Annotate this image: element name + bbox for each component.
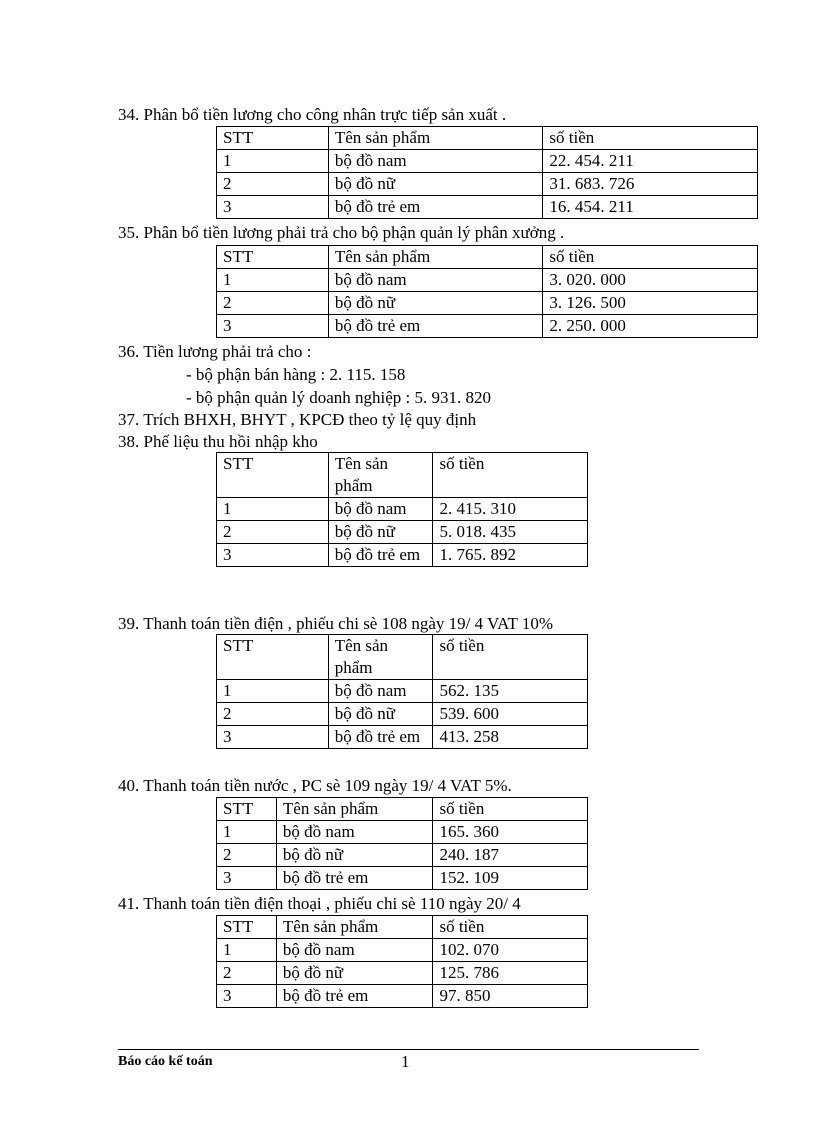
table-cell: 240. 187: [433, 844, 588, 867]
header-cell: số tiền: [433, 635, 588, 680]
table-cell: 97. 850: [433, 985, 588, 1008]
table-cell: 1: [217, 680, 329, 703]
table-cell: 2: [217, 173, 329, 196]
table-cell: bộ đồ trẻ em: [328, 726, 433, 749]
table-cell: 31. 683. 726: [543, 173, 758, 196]
header-cell: STT: [217, 635, 329, 680]
table-cell: bộ đồ nam: [328, 498, 433, 521]
header-cell: STT: [217, 916, 277, 939]
header-cell: Tên sản phẩm: [276, 798, 433, 821]
table-header-row: [217, 127, 758, 150]
heading-34: 34. Phân bổ tiền lương cho công nhân trực tiếp sản xuất .: [118, 105, 507, 124]
table-row: [217, 680, 588, 703]
table-cell: bộ đồ nam: [276, 939, 433, 962]
table-34: [216, 126, 758, 219]
text-line-sales: - bộ phận bán hàng : 2. 115. 158: [186, 365, 406, 384]
table-cell: 413. 258: [433, 726, 588, 749]
table-cell: bộ đồ trẻ em: [328, 196, 543, 219]
table-cell: bộ đồ nam: [328, 150, 543, 173]
table-cell: 3: [217, 726, 329, 749]
text-line-management: - bộ phận quản lý doanh nghiệp : 5. 931. 820: [186, 388, 492, 407]
table-cell: 2. 250. 000: [543, 315, 758, 338]
table-row: [217, 939, 588, 962]
table-header-row: [217, 246, 758, 269]
table-cell: bộ đồ nữ: [328, 703, 433, 726]
table-row: [217, 269, 758, 292]
table-cell: 562. 135: [433, 680, 588, 703]
table-row: [217, 150, 758, 173]
table-cell: 125. 786: [433, 962, 588, 985]
table-header-row: [217, 453, 588, 498]
table-cell: 5. 018. 435: [433, 521, 588, 544]
table-cell: bộ đồ nữ: [328, 521, 433, 544]
table-38: [216, 452, 588, 567]
table-cell: bộ đồ nữ: [276, 844, 433, 867]
table-header-row: [217, 916, 588, 939]
table-41: [216, 915, 588, 1008]
table-row: [217, 985, 588, 1008]
table-row: [217, 196, 758, 219]
table-cell: 3: [217, 544, 329, 567]
table-row: [217, 292, 758, 315]
table-cell: 152. 109: [433, 867, 588, 890]
heading-39: 39. Thanh toán tiền điện , phiếu chi sè 108 ngày 19/ 4 VAT 10%: [118, 614, 554, 633]
table-cell: bộ đồ nữ: [328, 292, 543, 315]
table-row: [217, 521, 588, 544]
table-cell: bộ đồ nam: [328, 269, 543, 292]
header-cell: số tiền: [543, 246, 758, 269]
table-cell: bộ đồ trẻ em: [276, 867, 433, 890]
heading-40: 40. Thanh toán tiền nước , PC sè 109 ngày 19/ 4 VAT 5%.: [118, 776, 512, 795]
table-cell: 3: [217, 196, 329, 219]
table-cell: 539. 600: [433, 703, 588, 726]
heading-37: 37. Trích BHXH, BHYT , KPCĐ theo tỷ lệ quy định: [118, 410, 477, 429]
table-cell: bộ đồ nữ: [328, 173, 543, 196]
table-cell: 1: [217, 498, 329, 521]
table-cell: 3: [217, 867, 277, 890]
table-cell: 2: [217, 962, 277, 985]
header-cell: số tiền: [433, 916, 588, 939]
table-cell: 3: [217, 985, 277, 1008]
table-cell: 2: [217, 844, 277, 867]
table-39: [216, 634, 588, 749]
table-row: [217, 315, 758, 338]
table-row: [217, 962, 588, 985]
footer-divider: [118, 1049, 699, 1050]
table-row: [217, 173, 758, 196]
footer-title: Báo cáo kế toán: [118, 1054, 213, 1069]
table-row: [217, 544, 588, 567]
table-cell: 1: [217, 269, 329, 292]
table-cell: 2: [217, 703, 329, 726]
table-cell: 1: [217, 150, 329, 173]
header-cell: Tên sản phẩm: [328, 635, 433, 680]
table-header-row: [217, 635, 588, 680]
table-cell: 2. 415. 310: [433, 498, 588, 521]
table-cell: 1. 765. 892: [433, 544, 588, 567]
table-row: [217, 821, 588, 844]
page-number: 1: [401, 1052, 410, 1071]
header-cell: số tiền: [543, 127, 758, 150]
table-cell: bộ đồ trẻ em: [276, 985, 433, 1008]
table-row: [217, 703, 588, 726]
table-cell: 16. 454. 211: [543, 196, 758, 219]
heading-41: 41. Thanh toán tiền điện thoại , phiếu chi sè 110 ngày 20/ 4: [118, 894, 521, 913]
table-cell: 1: [217, 821, 277, 844]
table-cell: 3. 126. 500: [543, 292, 758, 315]
table-row: [217, 844, 588, 867]
heading-35: 35. Phân bổ tiền lương phải trả cho bộ phận quản lý phân xưởng .: [118, 223, 565, 242]
table-cell: bộ đồ trẻ em: [328, 315, 543, 338]
header-cell: Tên sản phẩm: [328, 246, 543, 269]
table-header-row: [217, 798, 588, 821]
table-cell: bộ đồ nam: [328, 680, 433, 703]
header-cell: STT: [217, 798, 277, 821]
header-cell: Tên sản phẩm: [276, 916, 433, 939]
table-cell: 3: [217, 315, 329, 338]
table-35: [216, 245, 758, 338]
table-cell: bộ đồ nam: [276, 821, 433, 844]
table-cell: 165. 360: [433, 821, 588, 844]
table-40: [216, 797, 588, 890]
table-row: [217, 867, 588, 890]
header-cell: Tên sản phẩm: [328, 127, 543, 150]
header-cell: số tiền: [433, 798, 588, 821]
table-cell: 3. 020. 000: [543, 269, 758, 292]
header-cell: STT: [217, 453, 329, 498]
table-cell: 2: [217, 521, 329, 544]
header-cell: STT: [217, 246, 329, 269]
header-cell: STT: [217, 127, 329, 150]
table-cell: 1: [217, 939, 277, 962]
table-row: [217, 498, 588, 521]
table-cell: bộ đồ trẻ em: [328, 544, 433, 567]
table-cell: bộ đồ nữ: [276, 962, 433, 985]
table-cell: 2: [217, 292, 329, 315]
heading-38: 38. Phế liệu thu hồi nhập kho: [118, 432, 318, 451]
heading-36: 36. Tiền lương phải trả cho :: [118, 342, 312, 361]
table-row: [217, 726, 588, 749]
table-cell: 102. 070: [433, 939, 588, 962]
header-cell: số tiền: [433, 453, 588, 498]
header-cell: Tên sản phẩm: [328, 453, 433, 498]
table-cell: 22. 454. 211: [543, 150, 758, 173]
